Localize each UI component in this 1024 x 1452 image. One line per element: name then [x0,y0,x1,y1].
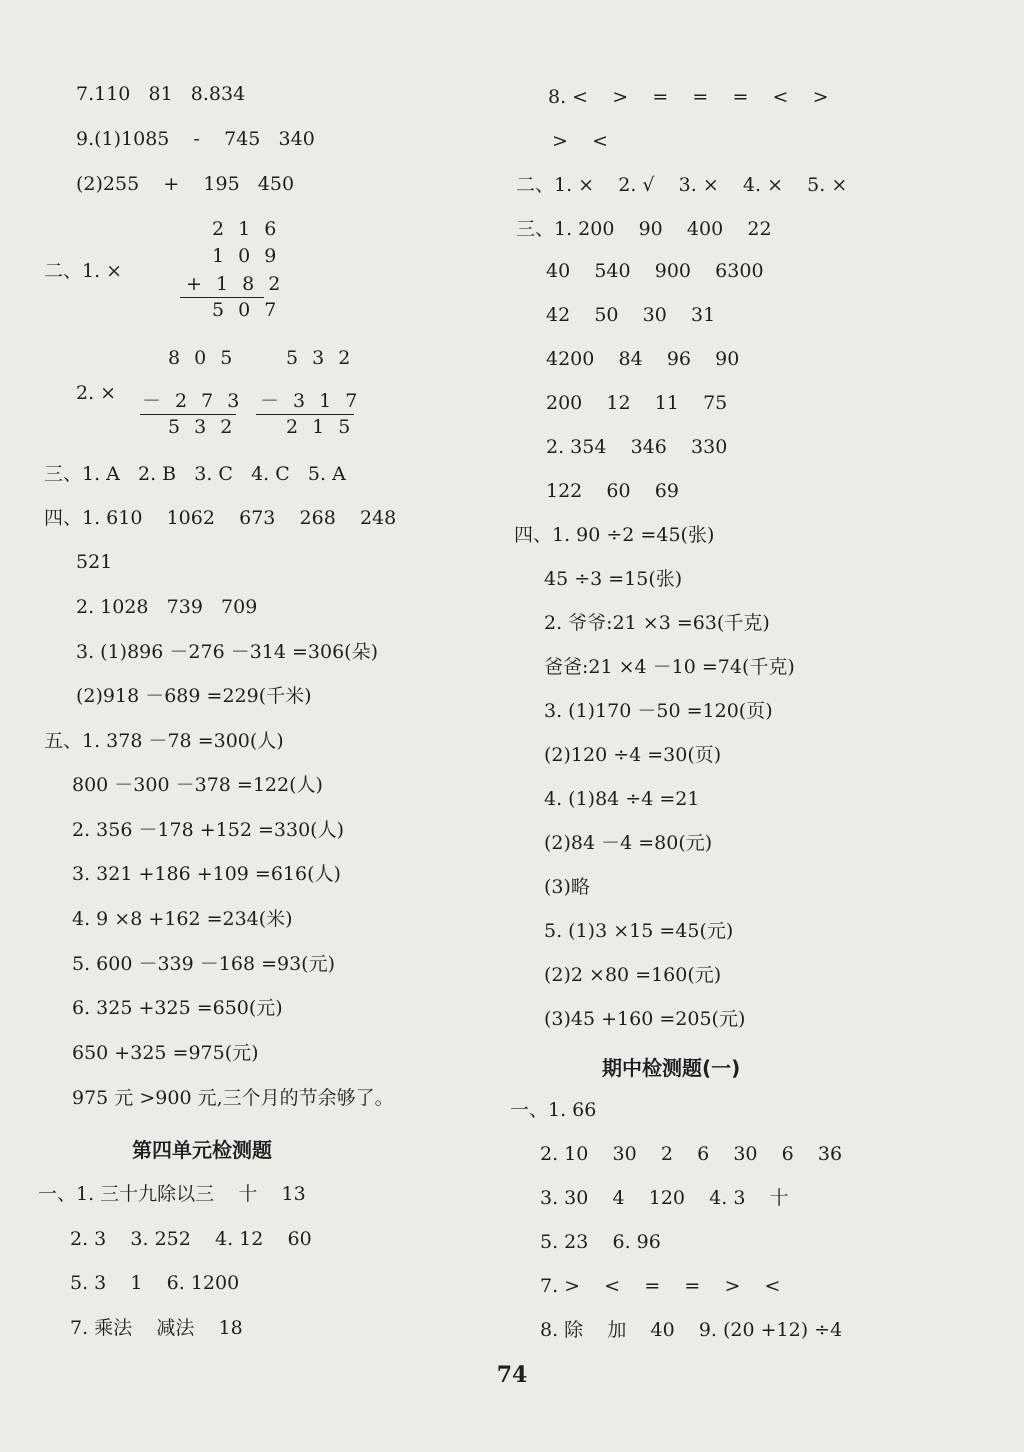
answer-line: 8. 除 加 40 9. (20 +12) ÷4 [540,1319,843,1341]
addition-row-2: 1 0 9 [212,245,281,267]
answer-line: 5. 3 1 6. 1200 [70,1272,240,1294]
answer-line: (2)2 ×80 =160(元) [544,964,722,986]
answer-line: 7. 乘法 减法 18 [70,1317,243,1339]
answer-line: 四、1. 610 1062 673 268 248 [44,507,397,529]
answer-line: 4. (1)84 ÷4 =21 [544,788,700,810]
answer-line: 3. 321 +186 +109 =616(人) [72,863,341,885]
answer-line: 爸爸:21 ×4 －10 =74(千克) [544,656,795,678]
subtraction-2-row-1: 5 3 2 [286,347,355,369]
subtraction-2-row-2: － 3 1 7 [260,390,362,412]
subtraction-1-row-1: 8 0 5 [168,347,237,369]
answer-line: 200 12 11 75 [546,392,728,414]
answer-line: 4. 9 ×8 +162 =234(米) [72,908,293,930]
answer-line: 5. 23 6. 96 [540,1231,661,1253]
answer-line: > < [552,130,608,152]
answer-line: 800 －300 －378 =122(人) [72,774,323,796]
answer-line: 二、1. × 2. √ 3. × 4. × 5. × [516,174,848,196]
answer-line: (2)84 －4 =80(元) [544,832,713,854]
answer-line: 2. 1028 739 709 [76,596,258,618]
answer-line: 8. < > = = = < > [548,86,829,108]
section-heading: 期中检测题(一) [602,1056,741,1080]
answer-line: 975 元 >900 元,三个月的节余够了。 [72,1087,394,1109]
subtraction-1-result: 5 3 2 [168,416,237,438]
answer-line: 6. 325 +325 =650(元) [72,997,283,1019]
subtraction-1-row-2: － 2 7 3 [142,390,244,412]
answer-line: 一、1. 三十九除以三 十 13 [38,1183,306,1205]
answer-line: 二、1. × [44,260,123,282]
answer-line: (3)45 +160 =205(元) [544,1008,746,1030]
answer-line: 122 60 69 [546,480,679,502]
answer-line: 650 +325 =975(元) [72,1042,259,1064]
addition-row-1: 2 1 6 [212,218,281,240]
answer-line: 2. 356 －178 +152 =330(人) [72,819,345,841]
answer-line: 42 50 30 31 [546,304,716,326]
answer-line: 五、1. 378 －78 =300(人) [44,730,284,752]
answer-line: 2. 3 3. 252 4. 12 60 [70,1228,312,1250]
answer-line: 40 540 900 6300 [546,260,764,282]
answer-line: 四、1. 90 ÷2 =45(张) [514,524,715,546]
answer-line: (3)略 [544,876,590,898]
answer-line: 3. 30 4 120 4. 3 十 [540,1187,789,1209]
answer-line: 2. 10 30 2 6 30 6 36 [540,1143,843,1165]
answer-line: 3. (1)896 －276 －314 =306(朵) [76,641,379,663]
answer-line: (2)120 ÷4 =30(页) [544,744,722,766]
answer-line: 7. > < = = > < [540,1275,781,1297]
answer-line: 三、1. A 2. B 3. C 4. C 5. A [44,463,346,485]
page-number: 74 [496,1362,528,1388]
answer-line: 9.(1)1085 - 745 340 [76,128,315,150]
answer-line: 2. × [76,382,117,404]
answer-line: 521 [76,551,113,573]
answer-line: 5. (1)3 ×15 =45(元) [544,920,734,942]
answer-line: 45 ÷3 =15(张) [544,568,683,590]
answer-line: 三、1. 200 90 400 22 [516,218,772,240]
section-heading: 第四单元检测题 [132,1138,272,1162]
answer-line: (2)255 + 195 450 [76,173,295,195]
answer-line: 2. 354 346 330 [546,436,728,458]
answer-line: 2. 爷爷:21 ×3 =63(千克) [544,612,770,634]
addition-row-3: + 1 8 2 [186,273,285,295]
answer-line: 一、1. 66 [510,1099,597,1121]
answer-line: (2)918 －689 =229(千米) [76,685,312,707]
answer-line: 7.110 81 8.834 [76,83,246,105]
addition-result: 5 0 7 [212,299,281,321]
answer-line: 4200 84 96 90 [546,348,740,370]
subtraction-2-result: 2 1 5 [286,416,355,438]
answer-line: 5. 600 －339 －168 =93(元) [72,953,336,975]
answer-line: 3. (1)170 －50 =120(页) [544,700,773,722]
